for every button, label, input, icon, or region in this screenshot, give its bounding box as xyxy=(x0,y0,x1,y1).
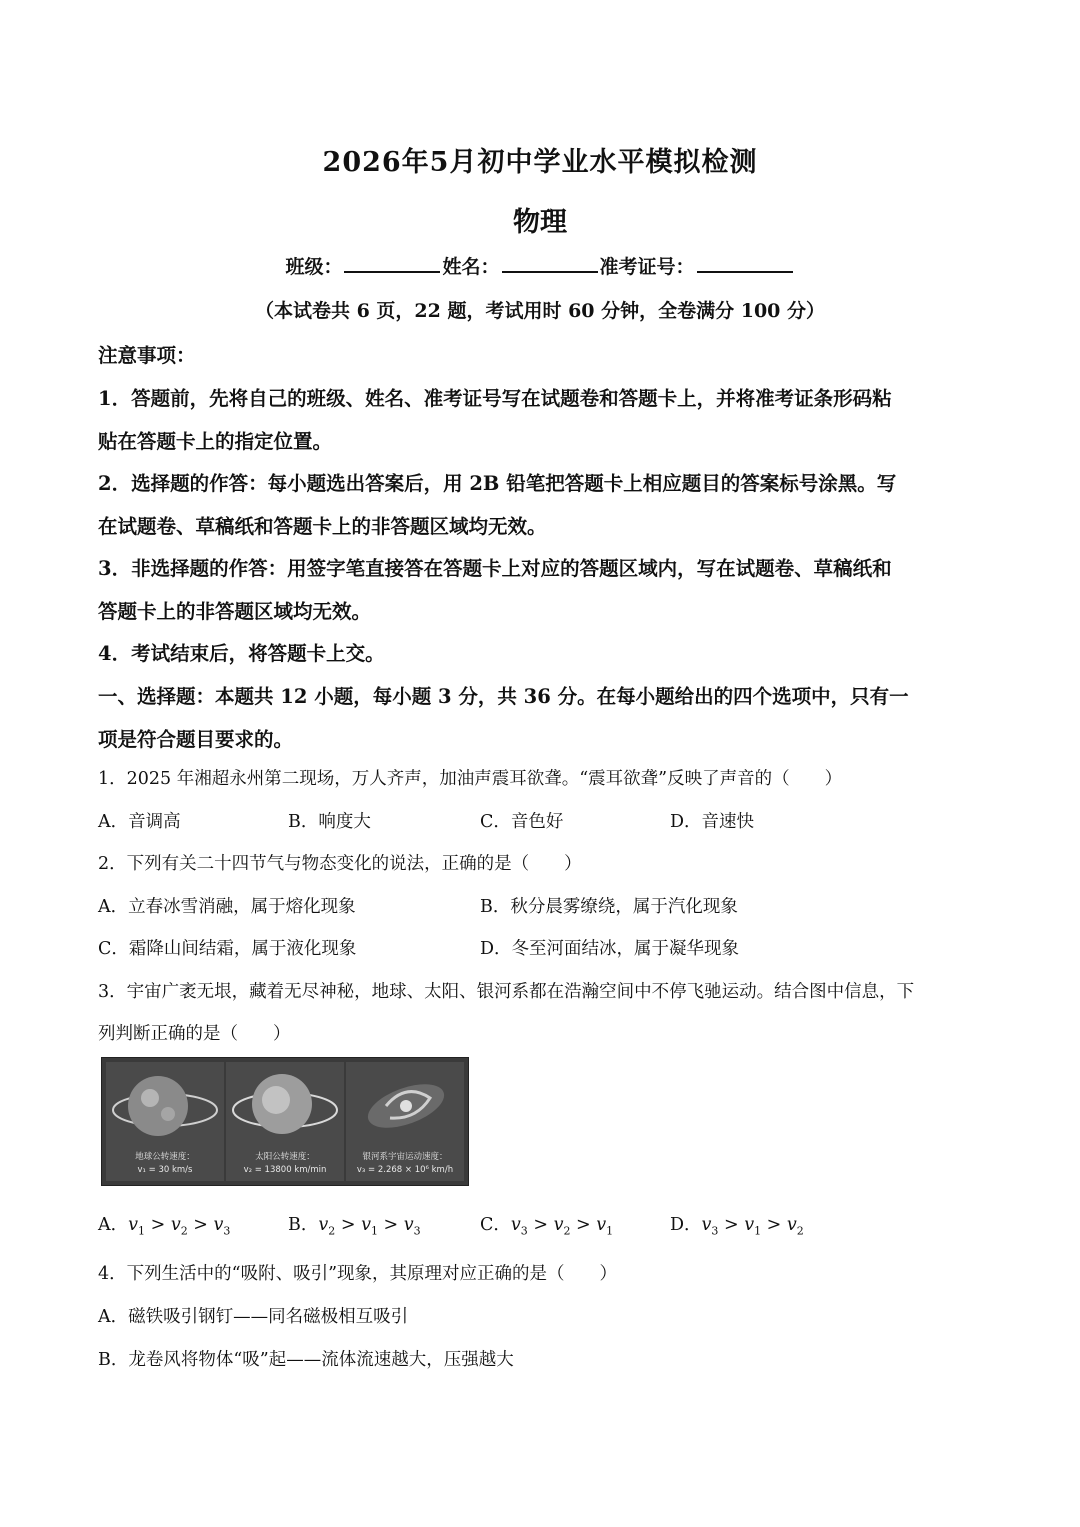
notice-line-4: 在试题卷、草稿纸和答题卡上的非答题区域均无效。 xyxy=(98,515,547,538)
q4-option-a: A．磁铁吸引钢钉——同名磁极相互吸引 xyxy=(98,1307,409,1327)
q3-option-d: D．$v_3 > v_1 > v_2$ xyxy=(670,1215,804,1238)
q2-stem: 2．下列有关二十四节气与物态变化的说法，正确的是（ ） xyxy=(98,854,582,874)
section-heading-1: 一、选择题：本题共 12 小题，每小题 3 分，共 36 分。在每小题给出的四个选项中，只有一 xyxy=(98,685,909,708)
earth-icon xyxy=(106,1062,224,1152)
q2-option-b: B．秋分晨雾缭绕，属于汽化现象 xyxy=(480,897,738,917)
id-label: 准考证号： xyxy=(599,256,695,278)
earth-label: 地球公转速度： xyxy=(135,1152,195,1162)
exam-info: （本试卷共 6 页，22 题，考试用时 60 分钟，全卷满分 100 分） xyxy=(254,300,826,322)
exam-title: 2026年5月初中学业水平模拟检测 xyxy=(322,147,758,178)
galaxy-label: 银河系宇宙运动速度： xyxy=(362,1152,448,1162)
q3-option-c: C．$v_3 > v_2 > v_1$ xyxy=(480,1215,614,1238)
class-label: 班级： xyxy=(285,256,343,278)
notice-line-7: 4．考试结束后，将答题卡上交。 xyxy=(98,642,385,665)
q2-option-a: A．立春冰雪消融，属于熔化现象 xyxy=(98,897,356,917)
sun-label: 太阳公转速度： xyxy=(255,1152,315,1162)
galaxy-value: v₃ = 2.268 × 10⁶ km/h xyxy=(356,1165,454,1175)
galaxy-panel xyxy=(346,1062,464,1181)
q3-figure xyxy=(101,1057,469,1186)
earth-caption xyxy=(108,1151,222,1179)
notice-line-1: 1．答题前，先将自己的班级、姓名、准考证号写在试题卷和答题卡上，并将准考证条形码粘 xyxy=(98,387,892,410)
exam-subject: 物理 xyxy=(513,207,567,238)
sun-panel xyxy=(226,1062,344,1181)
galaxy-icon xyxy=(346,1062,464,1152)
class-blank[interactable] xyxy=(344,253,440,273)
q1-option-d: D．音速快 xyxy=(670,812,755,832)
earth-panel xyxy=(106,1062,224,1181)
notice-line-5: 3．非选择题的作答：用签字笔直接答在答题卡上对应的答题区域内，写在试题卷、草稿纸和 xyxy=(98,557,892,580)
q3-option-b: B．$v_2 > v_1 > v_3$ xyxy=(288,1215,421,1238)
q4-option-b: B．龙卷风将物体“吸”起——流体流速越大，压强越大 xyxy=(98,1350,514,1370)
id-blank[interactable] xyxy=(697,253,793,273)
q4-stem: 4．下列生活中的“吸附、吸引”现象，其原理对应正确的是（ ） xyxy=(98,1264,618,1284)
q1-stem: 1．2025 年湘超永州第二现场，万人齐声，加油声震耳欲聋。“震耳欲聋”反映了声音的（ ） xyxy=(98,769,843,789)
student-info-fields xyxy=(0,252,1080,279)
q3-stem-2: 列判断正确的是（ ） xyxy=(98,1024,291,1044)
notice-line-6: 答题卡上的非答题区域均无效。 xyxy=(98,600,372,623)
name-label: 姓名： xyxy=(442,256,500,278)
sun-icon xyxy=(226,1062,344,1152)
q3-option-a: A．$v_1 > v_2 > v_3$ xyxy=(98,1215,231,1238)
q1-option-a: A．音调高 xyxy=(98,812,181,832)
notice-line-3: 2．选择题的作答：每小题选出答案后，用 2B 铅笔把答题卡上相应题目的答案标号涂黑。写 xyxy=(98,472,897,495)
q3-stem-1: 3．宇宙广袤无垠，藏着无尽神秘，地球、太阳、银河系都在浩瀚空间中不停飞驰运动。结合图中信息，下 xyxy=(98,982,915,1002)
galaxy-caption xyxy=(348,1151,462,1179)
sun-caption xyxy=(228,1151,342,1179)
section-heading-2: 项是符合题目要求的。 xyxy=(98,728,294,751)
q1-option-c: C．音色好 xyxy=(480,812,564,832)
sun-value: v₂ = 13800 km/min xyxy=(243,1165,327,1175)
name-blank[interactable] xyxy=(502,253,598,273)
notice-heading: 注意事项： xyxy=(98,344,196,367)
q1-option-b: B．响度大 xyxy=(288,812,371,832)
q2-option-d: D．冬至河面结冰，属于凝华现象 xyxy=(480,939,740,959)
earth-value: v₁ = 30 km/s xyxy=(137,1165,193,1175)
q2-option-c: C．霜降山间结霜，属于液化现象 xyxy=(98,939,357,959)
notice-line-2: 贴在答题卡上的指定位置。 xyxy=(98,430,333,453)
